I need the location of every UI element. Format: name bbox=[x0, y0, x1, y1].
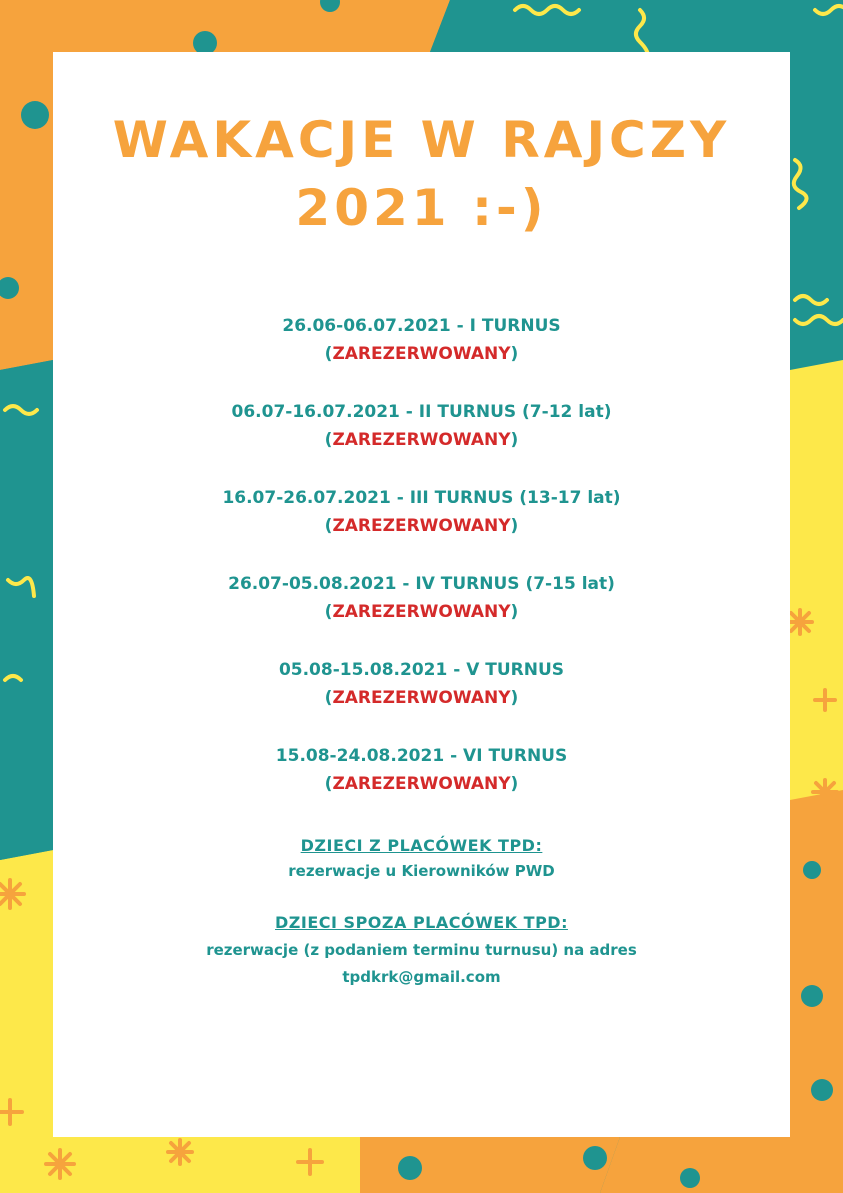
turnus-status: ZAREZERWOWANY bbox=[332, 516, 511, 536]
page-title-line-1: WAKACJE W RAJCZY bbox=[112, 111, 731, 169]
turnus-item bbox=[53, 484, 790, 540]
turnus-item bbox=[53, 398, 790, 454]
section-text-non-tpd: rezerwacje (z podaniem terminu turnusu) na adres bbox=[206, 941, 637, 959]
section-heading-non-tpd: DZIECI SPOZA PLACÓWEK TPD: bbox=[275, 913, 568, 932]
paren-close: ) bbox=[510, 774, 519, 794]
turnus-status: ZAREZERWOWANY bbox=[332, 602, 511, 622]
turnus-item bbox=[53, 742, 790, 798]
turnus-status: ZAREZERWOWANY bbox=[332, 430, 511, 450]
turnus-dates: 26.07-05.08.2021 - IV TURNUS (7-15 lat) bbox=[228, 574, 615, 594]
paren-close: ) bbox=[510, 602, 519, 622]
turnus-dates: 15.08-24.08.2021 - VI TURNUS bbox=[275, 746, 568, 766]
section-text-tpd: rezerwacje u Kierowników PWD bbox=[288, 862, 555, 880]
turnus-dates: 26.06-06.07.2021 - I TURNUS bbox=[282, 316, 561, 336]
paren-close: ) bbox=[510, 516, 519, 536]
paren-open: ( bbox=[324, 774, 333, 794]
turnus-item bbox=[53, 570, 790, 626]
paren-open: ( bbox=[324, 430, 333, 450]
paren-close: ) bbox=[510, 344, 519, 364]
turnus-item bbox=[53, 312, 790, 368]
content-card bbox=[53, 52, 790, 1137]
paren-open: ( bbox=[324, 516, 333, 536]
section-heading-tpd: DZIECI Z PLACÓWEK TPD: bbox=[300, 836, 543, 855]
paren-open: ( bbox=[324, 344, 333, 364]
turnus-dates: 06.07-16.07.2021 - II TURNUS (7-12 lat) bbox=[231, 402, 612, 422]
paren-open: ( bbox=[324, 602, 333, 622]
turnus-status: ZAREZERWOWANY bbox=[332, 344, 511, 364]
turnus-dates: 16.07-26.07.2021 - III TURNUS (13-17 lat) bbox=[222, 488, 621, 508]
paren-close: ) bbox=[510, 688, 519, 708]
turnus-status: ZAREZERWOWANY bbox=[332, 688, 511, 708]
contact-email: tpdkrk@gmail.com bbox=[342, 968, 501, 986]
turnus-item bbox=[53, 656, 790, 712]
turnus-dates: 05.08-15.08.2021 - V TURNUS bbox=[278, 660, 565, 680]
paren-close: ) bbox=[510, 430, 519, 450]
turnus-status: ZAREZERWOWANY bbox=[332, 774, 511, 794]
paren-open: ( bbox=[324, 688, 333, 708]
page-title-line-2: 2021 :-) bbox=[295, 179, 548, 237]
